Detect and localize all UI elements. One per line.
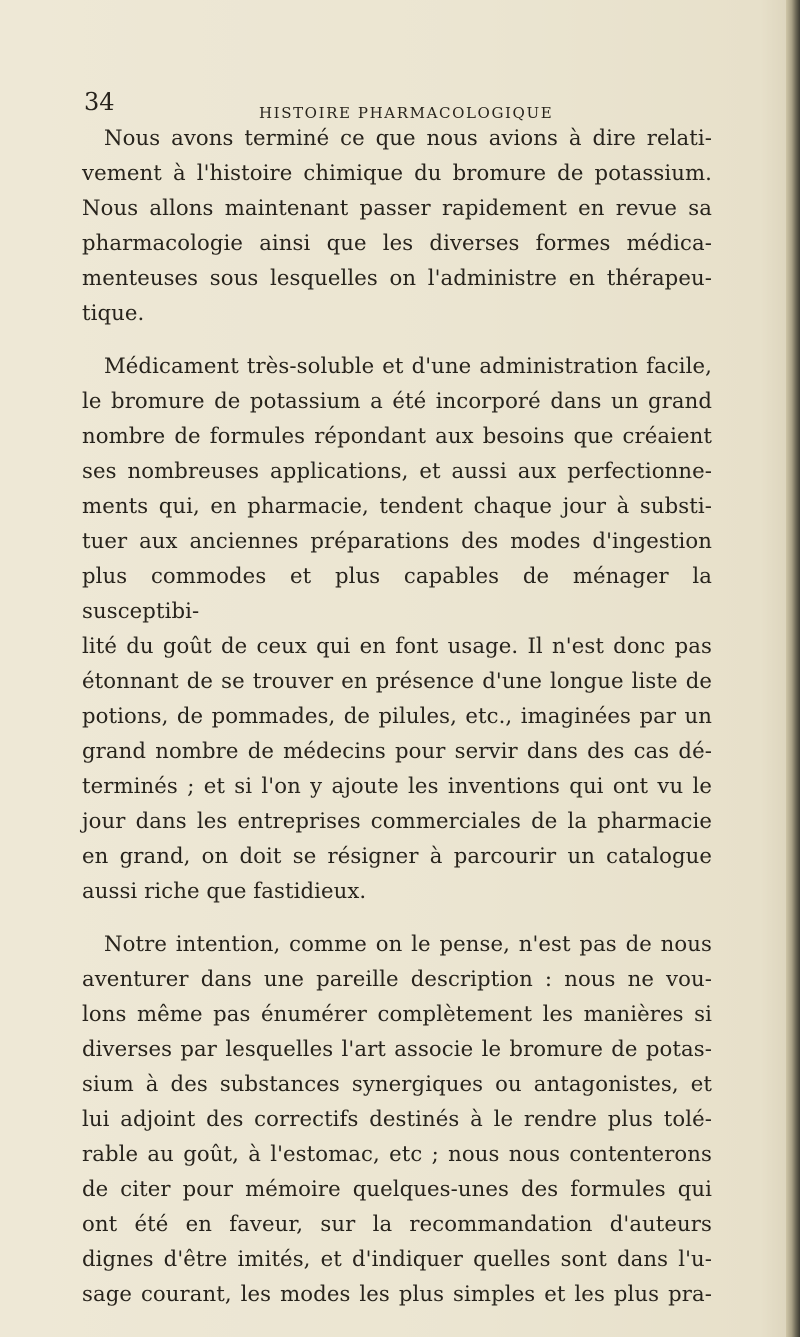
text-line: rable au goût, à l'estomac, etc ; nous nous contenterons xyxy=(82,1141,712,1166)
text-line: menteuses sous lesquelles on l'administre en thérapeu- xyxy=(82,265,712,290)
text-line: lui adjoint des correctifs destinés à le rendre plus tolé- xyxy=(82,1106,712,1131)
text-line: lité du goût de ceux qui en font usage. Il n'est donc pas xyxy=(82,633,712,658)
running-head: HISTOIRE PHARMACOLOGIQUE xyxy=(259,104,554,122)
text-line: pharmacologie ainsi que les diverses formes médica- xyxy=(82,230,712,255)
text-line: vement à l'histoire chimique du bromure de potassium. xyxy=(82,160,712,185)
text-line: jour dans les entreprises commerciales de la pharmacie xyxy=(82,808,712,833)
text-line: potions, de pommades, de pilules, etc., imaginées par un xyxy=(82,703,712,728)
text-line: sium à des substances synergiques ou antagonistes, et xyxy=(82,1071,712,1096)
text-line: plus commodes et plus capables de ménager la susceptibi- xyxy=(82,563,712,623)
text-line: aussi riche que fastidieux. xyxy=(82,878,367,903)
paragraph xyxy=(82,348,712,908)
text-line: ses nombreuses applications, et aussi aux perfectionne- xyxy=(82,458,712,483)
text-line: ments qui, en pharmacie, tendent chaque jour à substi- xyxy=(82,493,712,518)
text-line: ont été en faveur, sur la recommandation d'auteurs xyxy=(82,1211,712,1236)
text-line: tique. xyxy=(82,300,145,325)
page-number: 34 xyxy=(84,88,115,116)
text-line: Nous avons terminé ce que nous avions à dire relati- xyxy=(104,125,712,150)
text-line: Notre intention, comme on le pense, n'est pas de nous xyxy=(104,931,712,956)
text-line: lons même pas énumérer complètement les manières si xyxy=(82,1001,712,1026)
text-line: diverses par lesquelles l'art associe le bromure de potas- xyxy=(82,1036,712,1061)
paragraph xyxy=(82,120,712,330)
text-line: Nous allons maintenant passer rapidement en revue sa xyxy=(82,195,712,220)
text-line: terminés ; et si l'on y ajoute les inventions qui ont vu le xyxy=(82,773,712,798)
text-line: de citer pour mémoire quelques-unes des formules qui xyxy=(82,1176,712,1201)
text-line: dignes d'être imités, et d'indiquer quelles sont dans l'u- xyxy=(82,1246,712,1271)
text-line: aventurer dans une pareille description : nous ne vou- xyxy=(82,966,712,991)
body-text xyxy=(82,120,712,1311)
text-line: sage courant, les modes les plus simples et les plus pra- xyxy=(82,1281,712,1306)
text-line: grand nombre de médecins pour servir dans des cas dé- xyxy=(82,738,712,763)
text-line: tuer aux anciennes préparations des modes d'ingestion xyxy=(82,528,712,553)
text-line: le bromure de potassium a été incorporé dans un grand xyxy=(82,388,712,413)
page-edge-shadow xyxy=(786,0,800,1337)
text-line: étonnant de se trouver en présence d'une longue liste de xyxy=(82,668,712,693)
paragraph xyxy=(82,926,712,1311)
text-line: nombre de formules répondant aux besoins que créaient xyxy=(82,423,712,448)
text-line: en grand, on doit se résigner à parcourir un catalogue xyxy=(82,843,712,868)
text-line: Médicament très-soluble et d'une administration facile, xyxy=(104,353,712,378)
